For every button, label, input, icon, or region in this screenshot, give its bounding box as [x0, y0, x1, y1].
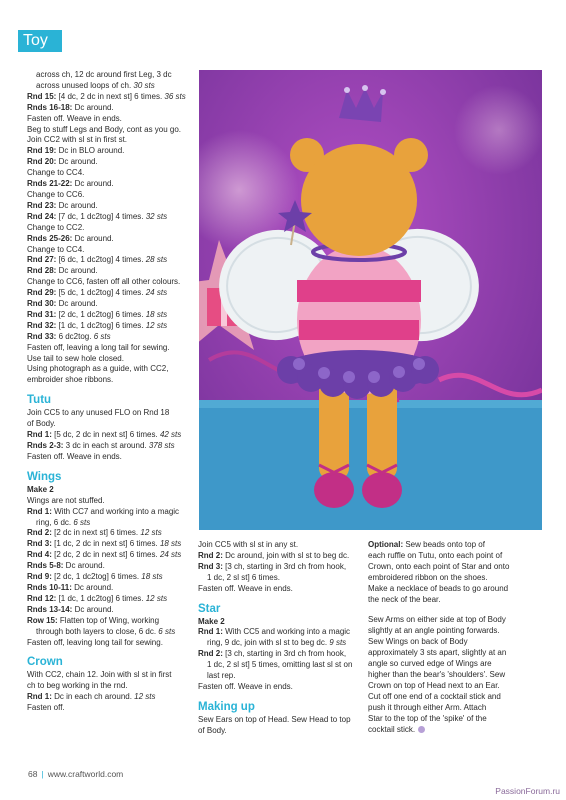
round-label: Rnd 28:	[27, 266, 59, 276]
instruction-text: Dc around.	[74, 582, 114, 592]
instruction-text: across unused loops of ch.	[36, 80, 134, 90]
instruction-text: Crown on top of Head next to an Ear.	[368, 680, 500, 690]
pattern-line	[198, 584, 360, 595]
instruction-text: Change to CC6, fasten off all other colours.	[27, 277, 181, 287]
instruction-text: Crown, onto each point of Star and onto	[368, 561, 510, 571]
pattern-line	[198, 660, 360, 671]
pattern-line	[27, 550, 187, 561]
footer-separator: |	[41, 769, 44, 779]
pattern-line	[27, 561, 187, 572]
instruction-text: Join CC2 with sl st in first st.	[27, 135, 128, 145]
pattern-line	[198, 649, 360, 660]
instruction-text: [5 dc, 1 dc2tog] 4 times.	[58, 288, 146, 298]
instruction-text: ring, 9 dc, join with sl st to beg dc.	[207, 638, 330, 648]
pattern-line	[27, 692, 187, 703]
stitch-count: 18 sts	[145, 309, 168, 319]
pattern-line	[27, 321, 187, 332]
instruction-text: embroider shoe ribbons.	[27, 375, 114, 385]
instruction-text: [3 ch, starting in 3rd ch from hook,	[225, 561, 347, 571]
instruction-text: angle so curved edge of Wings are	[368, 659, 492, 669]
instruction-text: ring, 6 dc.	[36, 517, 74, 527]
stitch-count: 32 sts	[145, 211, 168, 221]
pattern-line	[27, 212, 187, 223]
instruction-text: Dc around.	[58, 200, 98, 210]
pattern-line	[27, 114, 187, 125]
instruction-text: the neck of the bear.	[368, 594, 441, 604]
pattern-line	[27, 627, 187, 638]
pattern-line	[198, 562, 360, 573]
instruction-text: Beg to stuff Legs and Body, cont as you go.	[27, 124, 182, 134]
page-footer	[28, 769, 123, 779]
instruction-text: Fasten off. Weave in ends.	[198, 583, 293, 593]
instruction-text: Fasten off. Weave in ends.	[27, 113, 122, 123]
round-label: Rnd 23:	[27, 200, 59, 210]
stitch-count: 12 sts	[145, 593, 168, 603]
product-photo	[199, 70, 542, 530]
instruction-text: [2 dc, 2 dc in next st] 6 times.	[54, 550, 160, 560]
instruction-text: [1 dc, 1 dc2tog] 6 times.	[58, 593, 146, 603]
round-label: Rnd 9:	[27, 572, 55, 582]
instruction-text: Dc in BLO around.	[58, 146, 125, 156]
instruction-text: Fasten off. Weave in ends.	[27, 451, 122, 461]
website-link[interactable]: www.craftworld.com	[47, 769, 124, 779]
pattern-line	[27, 255, 187, 266]
pattern-line	[368, 692, 548, 703]
stitch-count: 42 sts	[159, 430, 182, 440]
stitch-count: 6 sts	[158, 626, 176, 636]
pattern-line	[27, 234, 187, 245]
round-label: Rnd 29:	[27, 288, 59, 298]
instruction-text: Change to CC4.	[27, 168, 85, 178]
pattern-line	[27, 201, 187, 212]
pattern-line	[368, 573, 548, 584]
pattern-line	[27, 354, 187, 365]
stitch-count: 24 sts	[159, 550, 182, 560]
stitch-count: 24 sts	[145, 288, 168, 298]
round-label: Rnd 32:	[27, 320, 59, 330]
pattern-line	[368, 615, 548, 626]
instruction-text: Dc around, join with sl st to beg dc.	[225, 550, 350, 560]
round-label: Rnd 12:	[27, 593, 59, 603]
instruction-text: Fasten off, leaving long tail for sewing.	[27, 637, 163, 647]
pattern-line	[27, 485, 187, 496]
instruction-text: Change to CC4.	[27, 244, 85, 254]
instruction-text: [2 dc, 1 dc2tog] 6 times.	[58, 309, 146, 319]
pattern-line	[368, 637, 548, 648]
crochet-bear-photo	[199, 70, 542, 530]
end-mark-icon	[418, 726, 425, 733]
round-label: Rnds 5-8:	[27, 561, 66, 571]
section-tab	[18, 30, 62, 52]
pattern-line	[27, 496, 187, 507]
round-label: Optional:	[368, 540, 406, 549]
pattern-line	[27, 594, 187, 605]
pattern-line	[27, 157, 187, 168]
instruction-text: Dc in each ch around.	[54, 692, 135, 702]
instruction-text: Sew Ears on top of Head. Sew Head to top	[198, 714, 351, 724]
pattern-line	[27, 572, 187, 583]
instruction-text: of Body.	[198, 725, 227, 735]
pattern-line	[27, 168, 187, 179]
instruction-text: Dc around.	[58, 266, 98, 276]
instruction-text: [7 dc, 1 dc2tog] 4 times.	[58, 211, 146, 221]
pattern-line	[27, 364, 187, 375]
round-label: Rnd 19:	[27, 146, 59, 156]
round-label: Rnd 30:	[27, 299, 59, 309]
pattern-line	[27, 70, 187, 81]
pattern-line	[27, 103, 187, 114]
instruction-text: Join CC5 with sl st in any st.	[198, 540, 299, 549]
instruction-text: embroidered ribbon on the shoes.	[368, 572, 488, 582]
section-heading: Wings	[27, 470, 62, 483]
pattern-line	[198, 638, 360, 649]
pattern-line	[198, 671, 360, 682]
round-label: Rnd 33:	[27, 331, 59, 341]
instruction-text: across ch, 12 dc around first Leg, 3 dc	[36, 70, 172, 79]
pattern-line	[27, 681, 187, 692]
instruction-text: approximately 3 sts apart, slightly at an	[368, 648, 507, 658]
instruction-text: With CC7 and working into a magic	[54, 506, 180, 516]
round-label: Rnds 2-3:	[27, 441, 66, 450]
stitch-count: 6 sts	[93, 331, 111, 341]
round-label: Rnd 20:	[27, 157, 59, 167]
pattern-line	[27, 146, 187, 157]
instruction-text: Fasten off, leaving a long tail for sewing.	[27, 342, 170, 352]
pattern-line	[368, 562, 548, 573]
round-label: Rnd 24:	[27, 211, 59, 221]
instruction-text: [4 dc, 2 dc in next st] 6 times.	[58, 91, 165, 101]
instruction-text: Dc around.	[65, 561, 105, 571]
round-label: Rnds 16-18:	[27, 102, 75, 112]
page-number: 68	[28, 769, 38, 779]
pattern-line	[27, 332, 187, 343]
instruction-text: With CC5 and working into a magic	[225, 627, 351, 637]
pattern-line	[27, 245, 187, 256]
instruction-text: Change to CC2.	[27, 222, 85, 232]
pattern-line	[27, 266, 187, 277]
instruction-text: Flatten top of Wing, working	[59, 615, 160, 625]
instruction-text: 6 dc2tog.	[58, 331, 94, 341]
instruction-text: Sew Wings on back of Body	[368, 637, 468, 647]
round-label: Rnd 1:	[27, 692, 55, 702]
pattern-line	[368, 648, 548, 659]
pattern-column-left	[27, 70, 187, 714]
pattern-line	[198, 540, 360, 551]
instruction-text: [1 dc, 2 dc in next st] 6 times.	[54, 539, 160, 549]
pattern-line	[27, 507, 187, 518]
round-label: Rnd 3:	[198, 561, 226, 571]
instruction-text: Wings are not stuffed.	[27, 495, 105, 505]
instruction-text: Use tail to sew hole closed.	[27, 353, 124, 363]
pattern-column-right	[368, 540, 548, 735]
round-label: Rnd 2:	[198, 550, 226, 560]
round-label: Rnd 3:	[27, 539, 55, 549]
instruction-text: 1 dc, 2 sl st] 6 times.	[207, 572, 280, 582]
round-label: Rnds 25-26:	[27, 233, 75, 243]
instruction-text: each ruffle on Tutu, onto each point of	[368, 550, 503, 560]
round-label: Rnd 15:	[27, 91, 59, 101]
pattern-line	[27, 179, 187, 190]
pattern-line	[27, 125, 187, 136]
stitch-count: 28 sts	[145, 255, 168, 265]
instruction-text: Change to CC6.	[27, 189, 85, 199]
pattern-line	[27, 92, 187, 103]
instruction-text: ch to beg working in the rnd.	[27, 681, 128, 691]
round-label: Rnds 13-14:	[27, 604, 75, 614]
round-label: Rnd 31:	[27, 309, 59, 319]
round-label: Rnd 1:	[27, 506, 55, 516]
pattern-line	[27, 223, 187, 234]
instruction-text: With CC2, chain 12. Join with sl st in first	[27, 670, 172, 680]
instruction-text: of Body.	[27, 419, 56, 429]
paragraph-gap	[368, 605, 548, 615]
pattern-line	[198, 551, 360, 562]
stitch-count: 12 sts	[145, 320, 168, 330]
instruction-text: Star to the top of the 'spike' of the	[368, 713, 487, 723]
section-heading: Crown	[27, 656, 63, 669]
pattern-line	[198, 617, 360, 628]
stitch-count: 12 sts	[134, 692, 156, 702]
pattern-line	[27, 288, 187, 299]
stitch-count: 12 sts	[140, 528, 162, 538]
stitch-count: 36 sts	[164, 91, 186, 101]
instruction-text: Dc around.	[74, 604, 114, 614]
pattern-line	[27, 343, 187, 354]
section-heading: Star	[198, 602, 221, 615]
instruction-text: Join CC5 to any unused FLO on Rnd 18	[27, 408, 170, 418]
round-label: Make 2	[27, 484, 54, 494]
pattern-line	[27, 583, 187, 594]
instruction-text: [3 ch, starting in 3rd ch from hook,	[225, 649, 347, 659]
section-title: Toy	[23, 32, 48, 49]
stitch-count: 378 sts	[148, 441, 175, 450]
pattern-line	[198, 715, 360, 726]
pattern-line	[27, 310, 187, 321]
stitch-count: 30 sts	[133, 80, 155, 90]
pattern-line	[27, 299, 187, 310]
pattern-line	[368, 551, 548, 562]
instruction-text: Fasten off. Weave in ends.	[198, 681, 293, 691]
section-heading: Making up	[198, 700, 255, 713]
pattern-line	[27, 81, 187, 92]
pattern-line	[27, 135, 187, 146]
instruction-text: Using photograph as a guide, with CC2,	[27, 364, 169, 374]
pattern-line	[368, 659, 548, 670]
instruction-text: Dc around.	[74, 233, 114, 243]
stitch-count: 18 sts	[141, 572, 163, 582]
pattern-line	[27, 605, 187, 616]
pattern-line	[27, 441, 187, 452]
pattern-line	[27, 518, 187, 529]
watermark: PassionForum.ru	[495, 786, 560, 796]
round-label: Rnd 2:	[198, 649, 226, 659]
pattern-line	[27, 430, 187, 441]
stitch-count: 9 sts	[329, 638, 347, 648]
pattern-line	[27, 452, 187, 463]
round-label: Row 15:	[27, 615, 60, 625]
pattern-line	[27, 419, 187, 430]
round-label: Make 2	[198, 616, 225, 626]
round-label: Rnd 1:	[27, 430, 55, 440]
pattern-line	[368, 540, 548, 551]
pattern-line	[368, 595, 548, 606]
instruction-text: Dc around.	[58, 157, 98, 167]
pattern-line	[27, 703, 187, 714]
pattern-line	[27, 408, 187, 419]
instruction-text: slightly at an angle pointing forwards.	[368, 626, 500, 636]
round-label: Rnd 4:	[27, 550, 55, 560]
instruction-text: [5 dc, 2 dc in next st] 6 times.	[54, 430, 160, 440]
pattern-line	[368, 670, 548, 681]
instruction-text: [2 dc in next st] 6 times.	[54, 528, 141, 538]
round-label: Rnd 1:	[198, 627, 226, 637]
section-heading: Tutu	[27, 394, 52, 407]
instruction-text: 3 dc in each st around.	[65, 441, 149, 450]
pattern-line	[198, 627, 360, 638]
instruction-text: Fasten off.	[27, 703, 65, 713]
round-label: Rnds 10-11:	[27, 582, 75, 592]
round-label: Rnd 27:	[27, 255, 59, 265]
pattern-line	[368, 584, 548, 595]
pattern-line	[368, 725, 548, 736]
stitch-count: 18 sts	[159, 539, 182, 549]
pattern-line	[27, 616, 187, 627]
instruction-text: Sew beads onto top of	[405, 540, 485, 549]
pattern-line	[27, 539, 187, 550]
instruction-text: Make a necklace of beads to go around	[368, 583, 509, 593]
instruction-text: push it through either Arm. Attach	[368, 702, 487, 712]
pattern-line	[368, 714, 548, 725]
instruction-text: Dc around.	[74, 179, 114, 189]
instruction-text: cocktail stick.	[368, 724, 416, 734]
instruction-text: Sew Arms on either side at top of Body	[368, 615, 506, 625]
pattern-line	[368, 681, 548, 692]
stitch-count: 6 sts	[73, 517, 91, 527]
pattern-line	[198, 573, 360, 584]
instruction-text: [6 dc, 1 dc2tog] 4 times.	[58, 255, 146, 265]
pattern-line	[368, 626, 548, 637]
instruction-text: 1 dc, 2 sl st] 5 times, omitting last sl st on	[207, 660, 353, 670]
pattern-column-middle	[198, 540, 360, 737]
pattern-line	[27, 528, 187, 539]
instruction-text: Dc around.	[74, 102, 114, 112]
pattern-line	[27, 277, 187, 288]
instruction-text: last rep.	[207, 671, 236, 681]
instruction-text: Cut off one end of a cocktail stick and	[368, 691, 501, 701]
pattern-line	[27, 375, 187, 386]
pattern-line	[368, 703, 548, 714]
instruction-text: Dc around.	[58, 299, 98, 309]
pattern-line	[27, 190, 187, 201]
pattern-line	[198, 726, 360, 737]
round-label: Rnds 21-22:	[27, 179, 75, 189]
round-label: Rnd 2:	[27, 528, 55, 538]
instruction-text: [2 dc, 1 dc2tog] 6 times.	[54, 572, 142, 582]
pattern-line	[27, 638, 187, 649]
pattern-line	[198, 682, 360, 693]
pattern-line	[27, 670, 187, 681]
instruction-text: higher than the bear's 'shoulders'. Sew	[368, 669, 506, 679]
instruction-text: through both layers to close, 6 dc.	[36, 626, 159, 636]
instruction-text: [1 dc, 1 dc2tog] 6 times.	[58, 320, 146, 330]
